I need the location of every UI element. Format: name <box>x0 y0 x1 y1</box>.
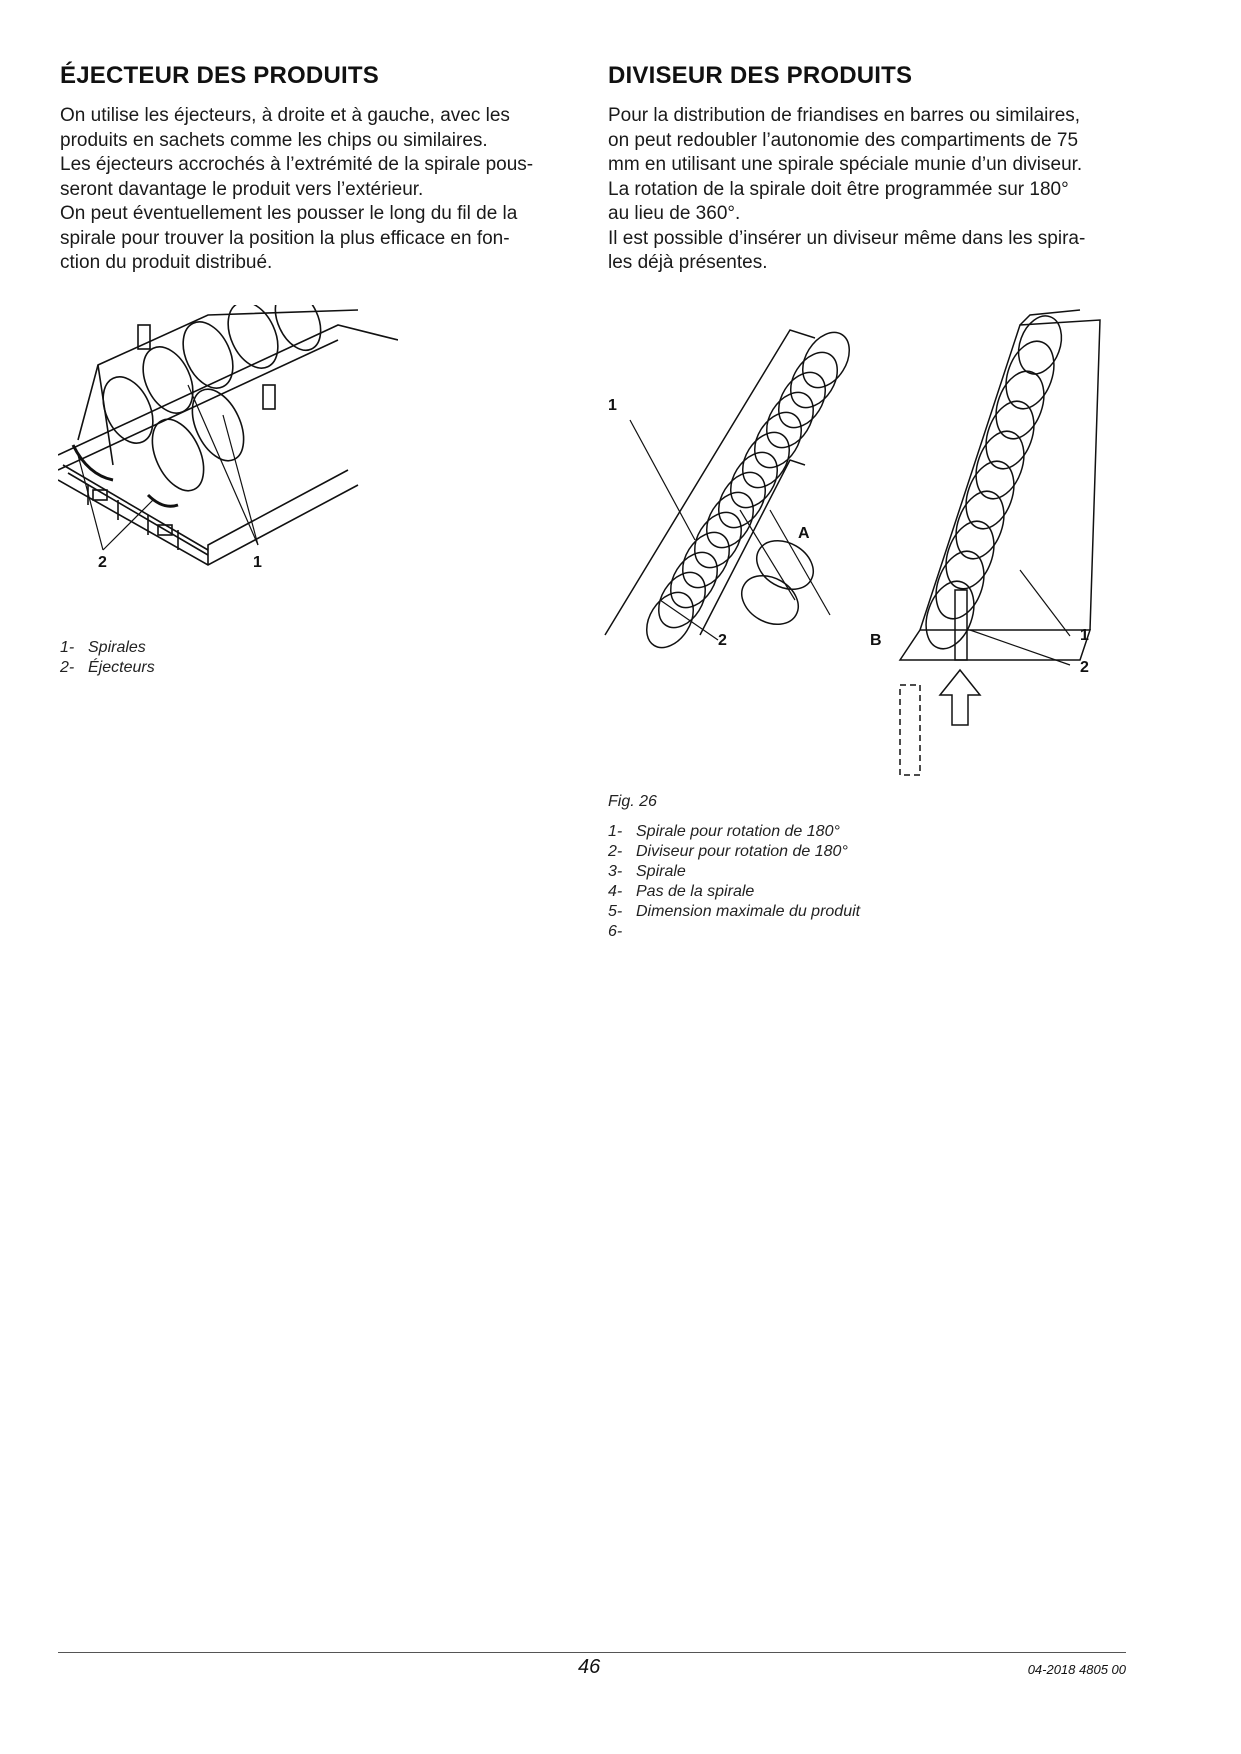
text-line: spirale pour trouver la position la plus efficace en fon- <box>60 227 510 249</box>
text-line: on peut redoubler l’autonomie des compartiments de 75 <box>608 129 1079 151</box>
text-line: produits en sachets comme les chips ou similaires. <box>60 129 488 151</box>
text-line: les déjà présentes. <box>608 252 768 273</box>
text-line: mm en utilisant une spirale spéciale munie d’un diviseur. <box>608 154 1083 175</box>
text-line: Pour la distribution de friandises en barres ou similaires, <box>608 105 1081 126</box>
ejector-legend <box>60 638 155 678</box>
ejector-title: ÉJECTEUR DES PRODUITS <box>60 62 379 89</box>
legend-item: 4- Pas de la spirale <box>608 883 755 900</box>
callout-1-right: 1 <box>1080 627 1089 644</box>
text-line: Les éjecteurs accrochés à l’extrémité de la spirale pous- <box>60 154 534 175</box>
legend-item: 2- Diviseur pour rotation de 180° <box>608 843 848 860</box>
callout-B: B <box>870 632 882 649</box>
callout-A: A <box>798 525 810 542</box>
ejector-section <box>60 62 575 276</box>
legend-item: 1- Spirales <box>60 639 146 656</box>
figure-caption: Fig. 26 <box>608 793 657 810</box>
legend-item: 3- Spirale <box>608 863 686 880</box>
legend-item: 6- <box>608 923 623 940</box>
text-line: Il est possible d’insérer un diviseur même dans les spira- <box>608 227 1086 249</box>
divider-paragraph <box>608 104 1128 276</box>
divider-illustration <box>600 300 1120 790</box>
callout-1-left: 1 <box>608 397 617 414</box>
text-line: La rotation de la spirale doit être programmée sur 180° <box>608 178 1069 200</box>
ejector-illustration <box>58 305 398 625</box>
text-line: On utilise les éjecteurs, à droite et à gauche, avec les <box>60 105 510 126</box>
footer-divider <box>58 1652 1126 1653</box>
callout-2: 2 <box>98 554 107 571</box>
text-line: seront davantage le produit vers l’extérieur. <box>60 178 424 200</box>
legend-item: 5- Dimension maximale du produit <box>608 903 861 920</box>
divider-title: DIVISEUR DES PRODUITS <box>608 62 913 89</box>
text-line: On peut éventuellement les pousser le long du fil de la <box>60 203 518 224</box>
legend-item: 2- Éjecteurs <box>60 659 155 676</box>
callout-1: 1 <box>253 554 262 571</box>
legend-item: 1- Spirale pour rotation de 180° <box>608 823 840 840</box>
ejector-paragraph <box>60 104 575 276</box>
callout-2-left: 2 <box>718 632 727 649</box>
divider-legend <box>608 822 860 942</box>
text-line: ction du produit distribué. <box>60 252 273 273</box>
callout-2-right: 2 <box>1080 659 1089 676</box>
text-line: au lieu de 360°. <box>608 203 741 224</box>
document-code: 04-2018 4805 00 <box>1027 1662 1126 1677</box>
page-number: 46 <box>578 1656 601 1678</box>
divider-section <box>608 62 1128 276</box>
